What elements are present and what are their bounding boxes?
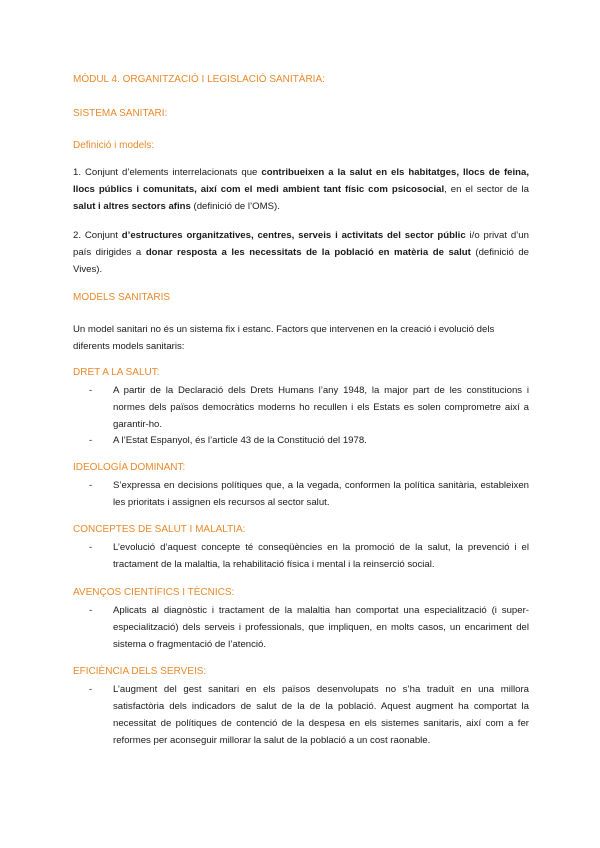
definition-2-bold-b: d’estructures organitzatives, centres, serveis i activitats del sector públic [121,230,466,241]
definition-1-bold-b: contribueixen a la salut en els habitatges, llocs de feina, llocs públics i comunitats, així com el medi ambient tant físic com psicosocial [73,167,529,195]
factor-heading-right-to-health: DRET A LA SALUT: [73,367,160,378]
list-item [89,432,529,449]
bullet-dash: - [89,605,93,616]
definition-2 [73,227,529,278]
bullet-dash: - [89,542,93,553]
list-item [89,681,529,749]
list-item-text: A partir de la Declaració dels Drets Humans l’any 1948, la major part de les constitucions i normes dels països democràtics moderns ho recullen i els Estats es solen comprometre així a garantir-ho. [113,385,529,430]
factor-heading-efficiency: EFICIÈNCIA DELS SERVEIS: [73,666,207,677]
list-item-text: A l’Estat Espanyol, és l’article 43 de la Constitució del 1978. [113,435,367,446]
bullet-dash: - [89,480,93,491]
section-heading: SISTEMA SANITARI: [73,108,168,119]
bullet-dash: - [89,385,93,396]
definition-2-bold-d: donar resposta a les necessitats de la població en matèria de salut [145,247,471,258]
list-item [89,602,529,653]
definition-1-bold-d: salut i altres sectors afins [73,201,191,212]
list-item-text: L’augment del gest sanitari en els països desenvolupats no s’ha traduït en una millora satisfactòria dels indicadors de salut de la de la població. Aquest augment ha comportat la necessitat de polítiques de contenció de la despesa en els sistemes sanitaris, així com a fer reformes per aconseguir millorar la salut de la població a un cost raonable. [113,684,529,746]
list-item-text: S’expressa en decisions polítiques que, a la vegada, conformen la política sanitària, estableixen les prioritats i assignen els recursos al sector salut. [113,480,529,508]
definition-2-text-c: i/o privat d’un país dirigides a [73,230,529,258]
factor-heading-advances: AVENÇOS CIENTÍFICS I TÈCNICS: [73,587,235,598]
definition-2-text-a: 2. Conjunt [73,230,122,241]
factor-heading-health-concepts: CONCEPTES DE SALUT I MALALTIA: [73,524,246,535]
list-item [89,477,529,511]
definition-2-text-e: (definició de Vives). [73,247,529,275]
definition-1 [73,164,529,215]
definition-1-text-a: 1. Conjunt d’elements interrelacionats que [73,167,262,178]
bullet-dash: - [89,435,93,446]
list-item-text: Aplicats al diagnòstic i tractament de la malaltia han comportat una especialització (i super-especialització) dels serveis i professionals, que impliquen, en molts casos, un encariment del sistema o fragmentació de l’atenció. [113,605,529,650]
bullet-dash: - [89,684,93,695]
list-item-text: L’evolució d’aquest concepte té conseqüències en la promoció de la salut, la prevenció i el tractament de la malaltia, la rehabilitació física i mental i la reinserció social. [113,542,529,570]
models-intro: Un model sanitari no és un sistema fix i estanc. Factors que intervenen en la creació i evolució dels diferents models sanitaris: [73,324,495,352]
definition-1-text-c: , en el sector de la [444,184,529,195]
list-item [89,539,529,573]
list-item [89,382,529,433]
models-heading: MODELS SANITARIS [73,292,171,303]
module-title: MÒDUL 4. ORGANITZACIÓ I LEGISLACIÓ SANITÀRIA: [73,74,325,85]
definition-1-text-e: (definició de l’OMS). [190,201,280,212]
factor-heading-ideology: IDEOLOGÍA DOMINANT: [73,462,186,473]
subsection-heading: Definició i models: [73,140,155,151]
